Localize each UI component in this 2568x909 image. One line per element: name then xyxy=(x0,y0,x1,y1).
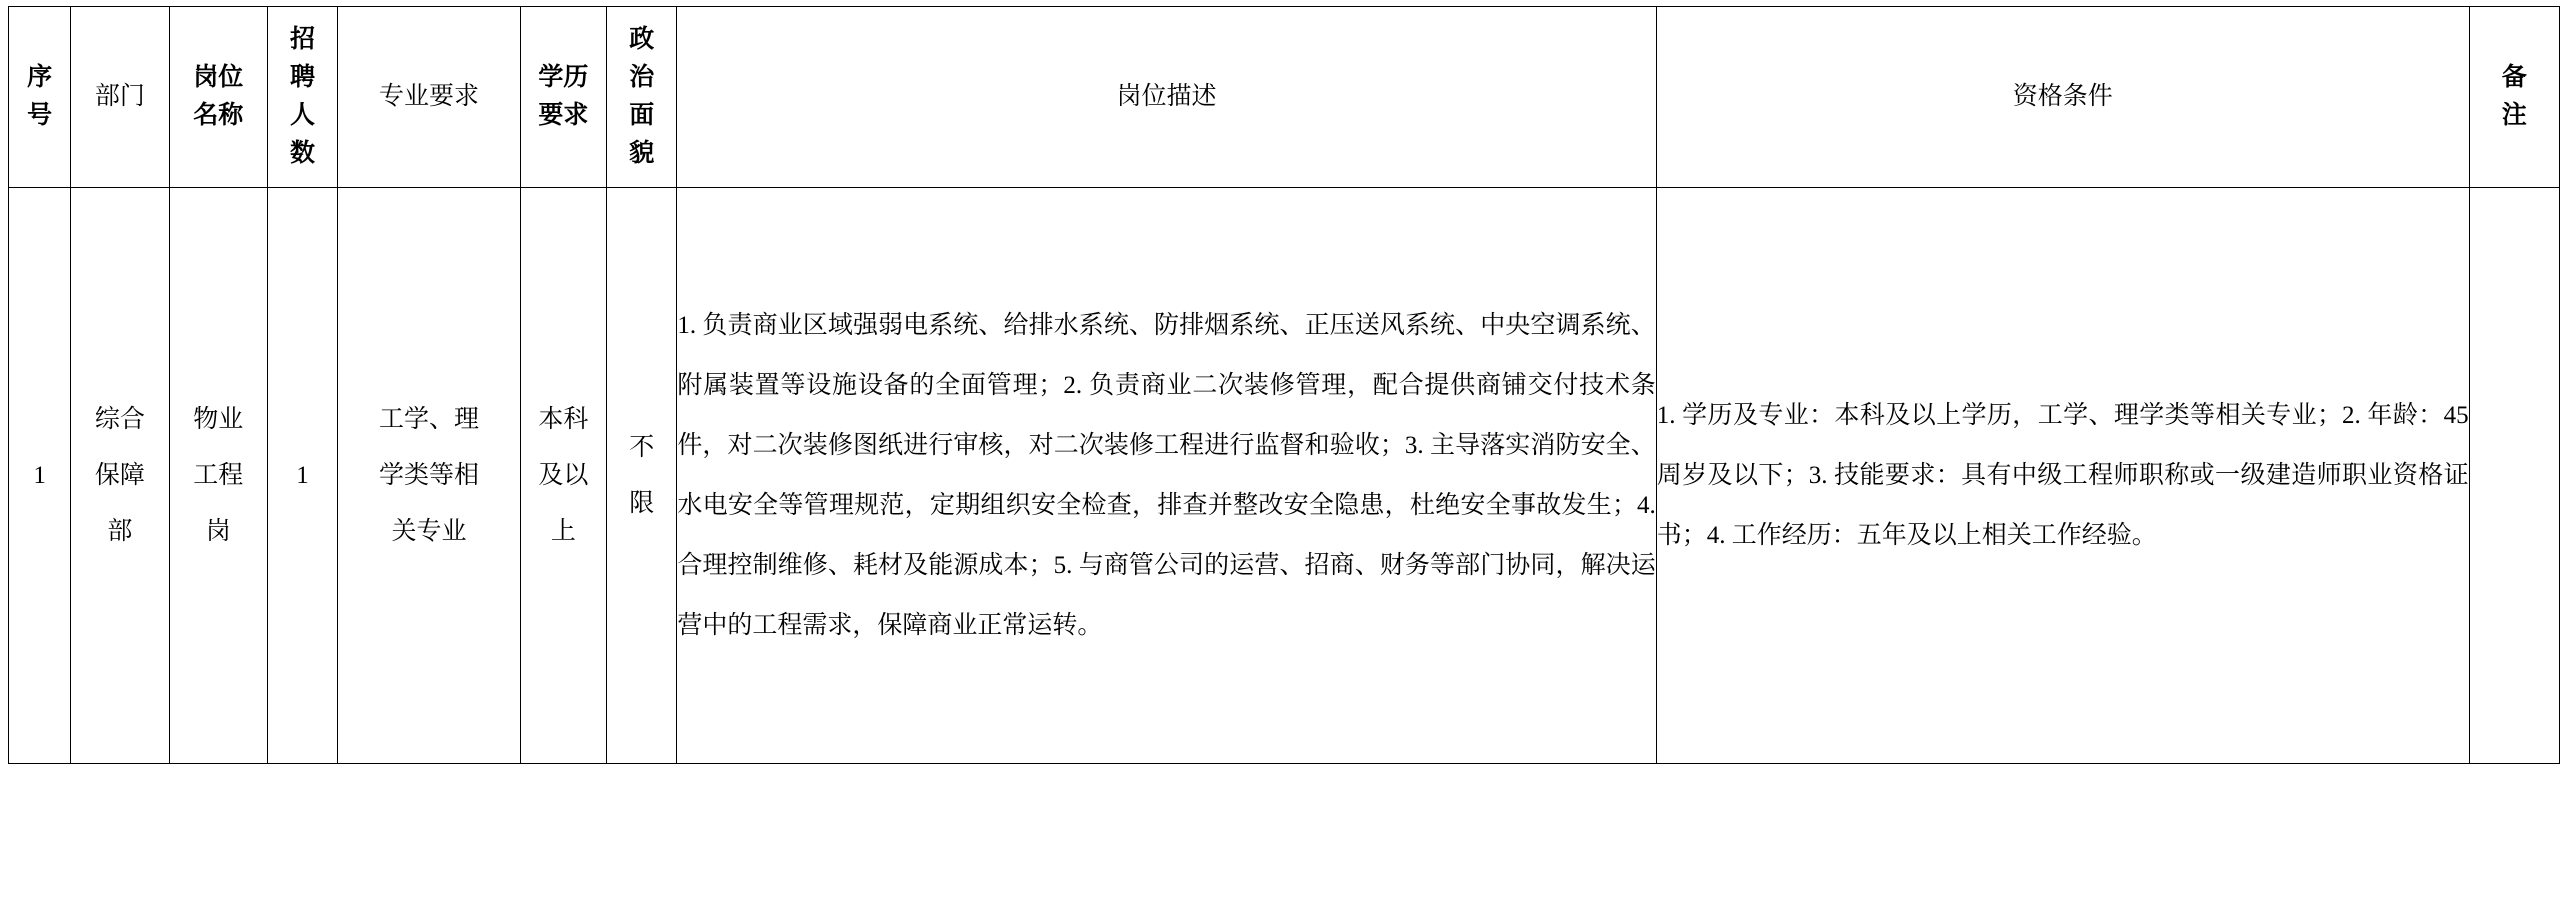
cell-major-line2: 学类等相 xyxy=(378,461,479,489)
cell-desc: 1. 负责商业区域强弱电系统、给排水系统、防排烟系统、正压送风系统、中央空调系统、附属装置等设施设备的全面管理；2. 负责商业二次装修管理，配合提供商铺交付技术条件，对二次装修图纸进行审核，对二次装修工程进行监督和验收；3. 主导落实消防安全、水电安全等管理规范，定期组织安全检查，排查并整改安全隐患，杜绝安全事故发生；4. 合理控制维修、耗材及能源成本；5. 与商管公司的运营、招商、财务等部门协同，解决运营中的工程需求，保障商业正常运转。 xyxy=(677,188,1656,764)
cell-note xyxy=(2469,188,2559,764)
column-header-num xyxy=(267,7,337,188)
column-header-post-line1: 岗位 xyxy=(193,64,244,91)
cell-major-line3: 关专业 xyxy=(391,517,467,545)
cell-seq: 1 xyxy=(9,188,71,764)
cell-edu xyxy=(520,188,606,764)
column-header-pol-line3: 面 xyxy=(629,102,655,129)
column-header-dept: 部门 xyxy=(71,7,169,188)
column-header-post xyxy=(169,7,267,188)
cell-post-line3: 岗 xyxy=(205,517,231,545)
column-header-major: 专业要求 xyxy=(338,7,521,188)
cell-dept xyxy=(71,188,169,764)
column-header-num-line3: 人 xyxy=(290,102,316,129)
cell-major xyxy=(338,188,521,764)
column-header-note-line1: 备 xyxy=(2501,64,2527,91)
column-header-pol xyxy=(607,7,677,188)
column-header-qual: 资格条件 xyxy=(1656,7,2469,188)
cell-post-line1: 物业 xyxy=(193,405,244,433)
column-header-edu xyxy=(520,7,606,188)
cell-dept-line1: 综合 xyxy=(94,405,145,433)
cell-dept-line2: 保障 xyxy=(94,461,145,489)
column-header-num-line4: 数 xyxy=(290,140,316,167)
column-header-note xyxy=(2469,7,2559,188)
cell-pol xyxy=(607,188,677,764)
column-header-seq-line1: 序 xyxy=(27,64,53,91)
cell-edu-line3: 上 xyxy=(550,517,576,545)
cell-pol-line1: 不 xyxy=(629,433,655,461)
cell-post-line2: 工程 xyxy=(193,461,244,489)
column-header-post-line2: 名称 xyxy=(193,102,244,129)
column-header-num-line2: 聘 xyxy=(290,64,316,91)
cell-num: 1 xyxy=(267,188,337,764)
cell-qual: 1. 学历及专业：本科及以上学历，工学、理学类等相关专业；2. 年龄：45周岁及以下；3. 技能要求：具有中级工程师职称或一级建造师职业资格证书；4. 工作经历：五年及以上相关工作经验。 xyxy=(1656,188,2469,764)
column-header-pol-line1: 政 xyxy=(629,26,655,53)
cell-post xyxy=(169,188,267,764)
column-header-seq-line2: 号 xyxy=(27,102,53,129)
cell-edu-line1: 本科 xyxy=(538,405,589,433)
table-row xyxy=(9,188,2560,764)
column-header-pol-line4: 貌 xyxy=(629,140,655,167)
cell-pol-line2: 限 xyxy=(629,489,655,517)
column-header-edu-line1: 学历 xyxy=(538,64,589,91)
column-header-num-line1: 招 xyxy=(290,26,316,53)
cell-major-line1: 工学、理 xyxy=(378,405,479,433)
column-header-edu-line2: 要求 xyxy=(538,102,589,129)
column-header-note-line2: 注 xyxy=(2501,102,2527,129)
column-header-desc: 岗位描述 xyxy=(677,7,1656,188)
column-header-seq xyxy=(9,7,71,188)
cell-dept-line3: 部 xyxy=(107,517,133,545)
cell-edu-line2: 及以 xyxy=(538,461,589,489)
recruitment-table xyxy=(8,6,2560,764)
column-header-pol-line2: 治 xyxy=(629,64,655,91)
table-header-row xyxy=(9,7,2560,188)
